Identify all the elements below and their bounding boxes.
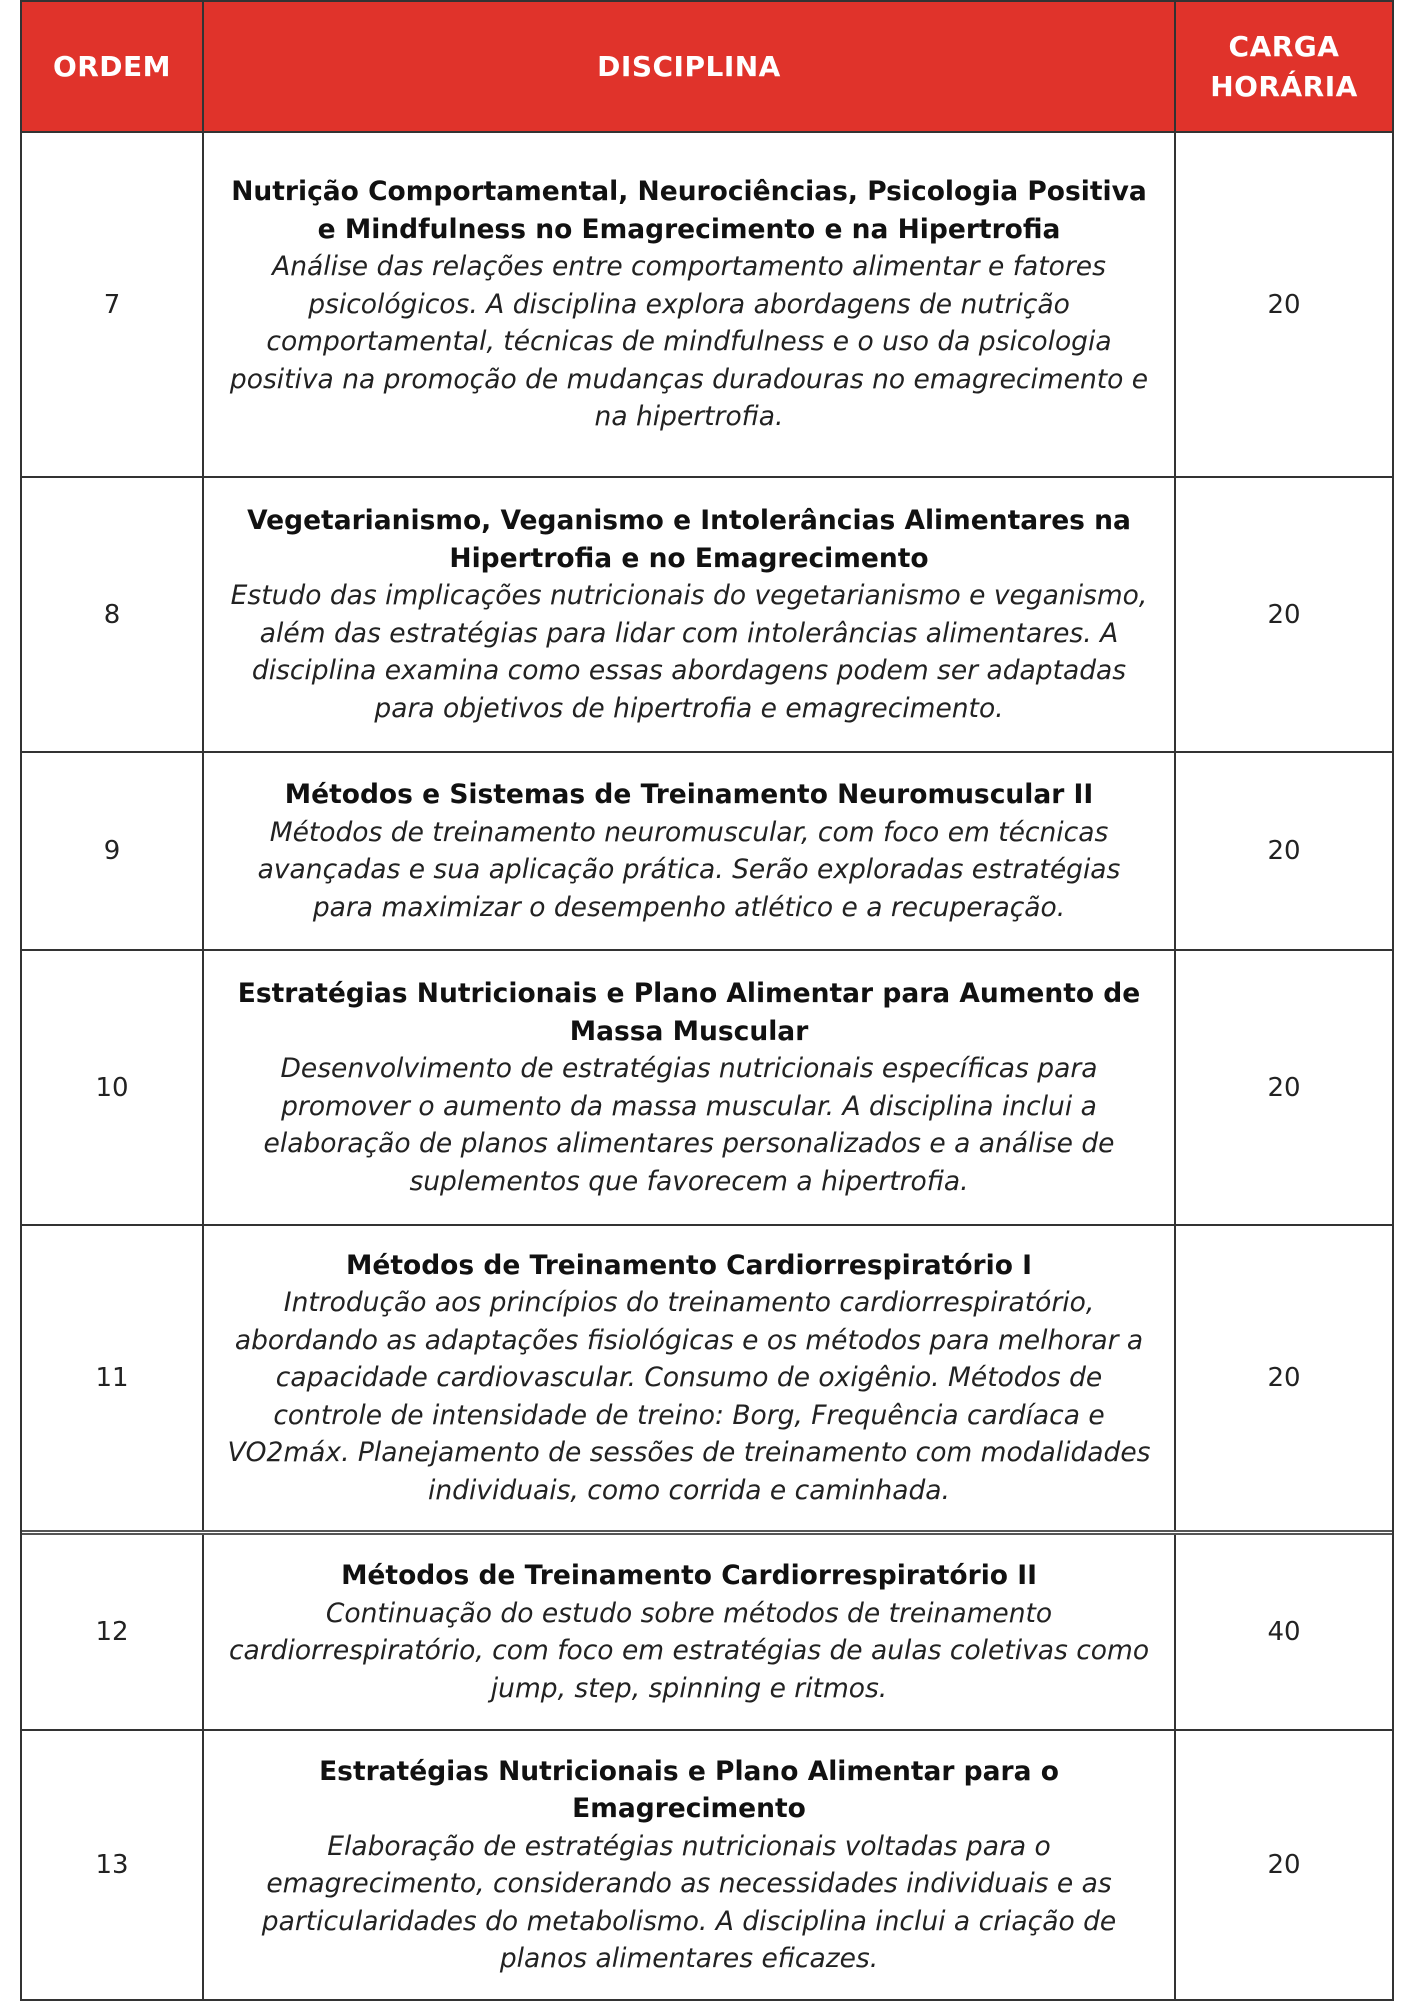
row-carga: 20	[1174, 1731, 1392, 1999]
table-row	[22, 751, 1392, 949]
disciplina-title: Estratégias Nutricionais e Plano Alimentar para Aumento de Massa Muscular	[237, 978, 1141, 1047]
row-ordem: 12	[95, 1617, 129, 1647]
row-carga: 20	[1174, 478, 1392, 751]
row-disciplina	[202, 1226, 1174, 1530]
disciplina-description: Introdução aos princípios do treinamento cardiorrespiratório, abordando as adaptações fisiológicas e os métodos para melhorar a capacidade cardiovascular. Consumo de oxigênio. Métodos de controle de intensidade de treino: Borg, Frequência cardíaca e VO2máx. Planejamento de sessões de treinamento com modalidades individuais, como corrida e caminhada.	[227, 1287, 1151, 1506]
row-disciplina	[202, 753, 1174, 949]
row-carga: 20	[1174, 1226, 1392, 1530]
table-row	[22, 949, 1392, 1224]
header-disciplina-label: DISCIPLINA	[597, 49, 781, 83]
row-disciplina	[202, 133, 1174, 476]
row-disciplina	[202, 1731, 1174, 1999]
row-carga: 40	[1174, 1535, 1392, 1729]
disciplina-description: Elaboração de estratégias nutricionais voltadas para o emagrecimento, considerando as necessidades individuais e as particularidades do metabolismo. A disciplina inclui a criação de planos alimentares eficazes.	[261, 1830, 1117, 1974]
disciplina-title: Vegetarianismo, Veganismo e Intolerâncias Alimentares na Hipertrofia e no Emagrecimento	[247, 505, 1131, 574]
table-row	[22, 1530, 1392, 1729]
header-horaria-label: HORÁRIA	[1210, 69, 1358, 103]
row-ordem: 11	[95, 1363, 129, 1393]
header-ordem	[22, 2, 202, 131]
row-ordem: 7	[103, 289, 121, 320]
table-row	[22, 131, 1392, 476]
disciplina-title: Nutrição Comportamental, Neurociências, Psicologia Positiva e Mindfulness no Emagrecimento e na Hipertrofia	[231, 176, 1147, 245]
disciplina-description: Estudo das implicações nutricionais do vegetarianismo e veganismo, além das estratégias para lidar com intolerâncias alimentares. A disciplina examina como essas abordagens podem ser adaptadas para objetivos de hipertrofia e emagrecimento.	[230, 580, 1148, 724]
row-ordem: 9	[103, 836, 121, 866]
row-ordem: 10	[95, 1072, 129, 1103]
disciplina-description: Métodos de treinamento neuromuscular, com foco em técnicas avançadas e sua aplicação prática. Serão exploradas estratégias para maximizar o desempenho atlético e a recuperação.	[257, 816, 1121, 923]
disciplina-title: Métodos de Treinamento Cardiorrespiratório II	[341, 1560, 1037, 1591]
table-row	[22, 1729, 1392, 1999]
row-carga: 20	[1174, 133, 1392, 476]
row-ordem: 8	[103, 599, 121, 630]
disciplina-description: Desenvolvimento de estratégias nutricionais específicas para promover o aumento da massa muscular. A disciplina inclui a elaboração de planos alimentares personalizados e a análise de suplementos que favorecem a hipertrofia.	[263, 1053, 1115, 1197]
disciplina-description: Continuação do estudo sobre métodos de treinamento cardiorrespiratório, com foco em estratégias de aulas coletivas como jump, step, spinning e ritmos.	[228, 1597, 1150, 1704]
curriculum-table	[20, 0, 1394, 2001]
row-disciplina	[202, 478, 1174, 751]
table-row	[22, 1224, 1392, 1530]
row-disciplina	[202, 951, 1174, 1224]
disciplina-title: Métodos de Treinamento Cardiorrespiratório I	[345, 1249, 1032, 1281]
row-carga: 20	[1174, 753, 1392, 949]
row-ordem: 13	[95, 1850, 129, 1880]
table-row	[22, 476, 1392, 751]
disciplina-title: Métodos e Sistemas de Treinamento Neuromuscular II	[284, 779, 1094, 810]
disciplina-description: Análise das relações entre comportamento alimentar e fatores psicológicos. A disciplina explora abordagens de nutrição comportamental, técnicas de mindfulness e o uso da psicologia positiva na promoção de mudanças duradouras no emagrecimento e na hipertrofia.	[229, 251, 1149, 433]
header-carga-label: CARGA	[1228, 29, 1340, 63]
disciplina-title: Estratégias Nutricionais e Plano Alimentar para o Emagrecimento	[319, 1755, 1059, 1824]
header-ordem-label: ORDEM	[52, 49, 172, 83]
row-disciplina	[202, 1535, 1174, 1729]
table-header-row	[22, 0, 1392, 131]
header-disciplina	[202, 2, 1174, 131]
row-carga: 20	[1174, 951, 1392, 1224]
header-carga-horaria	[1174, 2, 1392, 131]
